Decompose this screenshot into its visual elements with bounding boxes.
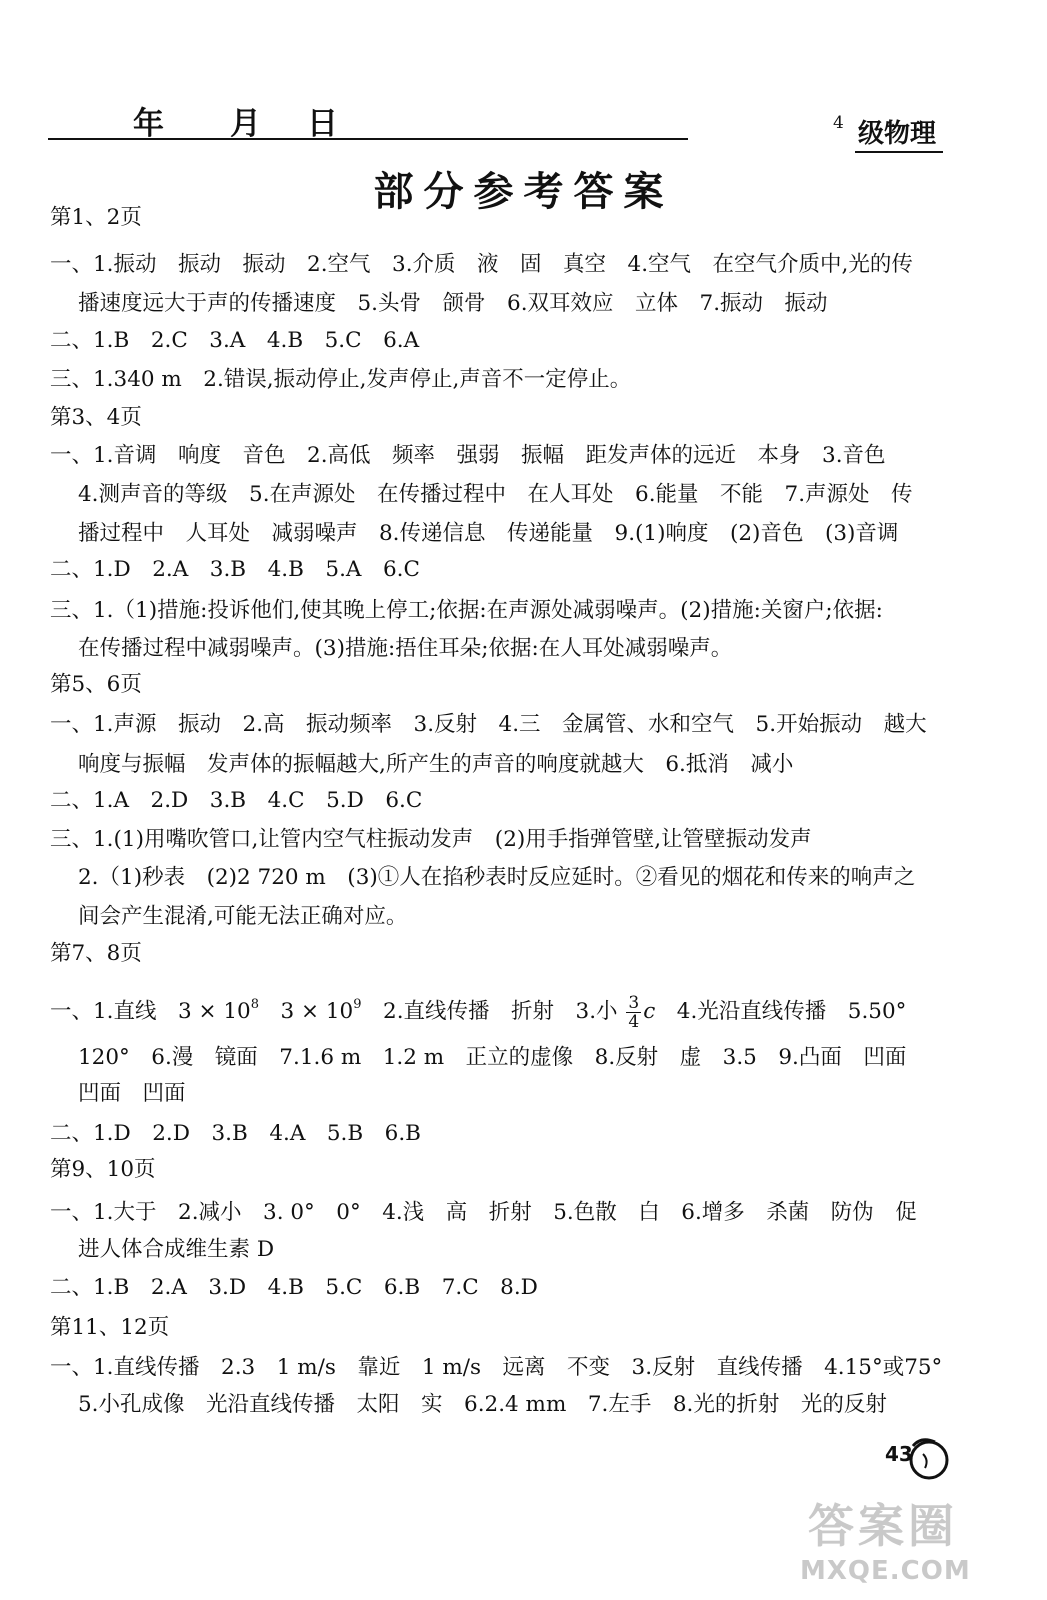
answer-line-formula xyxy=(50,990,906,1031)
answer-line: 二、1.B 2.C 3.A 4.B 5.C 6.A xyxy=(50,328,420,353)
speed-of-light-symbol: c xyxy=(643,999,656,1024)
section-heading: 第9、10页 xyxy=(50,1157,156,1182)
answer-line: 一、1.音调 响度 音色 2.高低 频率 强弱 振幅 距发声体的远近 本身 3.音色 xyxy=(50,443,886,468)
answer-line: 一、1.声源 振动 2.高 振动频率 3.反射 4.三 金属管、水和空气 5.开始振动 越大 xyxy=(50,712,927,737)
answer-line: 一、1.大于 2.减小 3. 0° 0° 4.浅 高 折射 5.色散 白 6.增多 杀菌 防伪 促 xyxy=(50,1200,917,1225)
fraction xyxy=(626,994,641,1031)
grade-subject: 级物理 xyxy=(858,119,937,149)
month-label: 月 xyxy=(230,106,263,142)
fraction-numerator: 3 xyxy=(628,992,640,1013)
answer-line: 播速度远大于声的传播速度 5.头骨 颌骨 6.双耳效应 立体 7.振动 振动 xyxy=(78,291,828,316)
date-header xyxy=(133,98,340,143)
watermark-logo: 答案圈 xyxy=(808,1499,958,1553)
answer-line: 三、1.(1)用嘴吹管口,让管内空气柱振动发声 (2)用手指弹管壁,让管壁振动发声 xyxy=(50,827,812,852)
answer-line: 二、1.B 2.A 3.D 4.B 5.C 6.B 7.C 8.D xyxy=(50,1275,538,1300)
exponent: 8 xyxy=(250,997,260,1012)
formula-text: 4.光沿直线传播 5.50° xyxy=(655,999,907,1024)
answer-line: 5.小孔成像 光沿直线传播 太阳 实 6.2.4 mm 7.左手 8.光的折射 光的反射 xyxy=(78,1392,887,1417)
section-heading: 第1、2页 xyxy=(50,205,142,230)
answer-line: 响度与振幅 发声体的振幅越大,所产生的声音的响度就越大 6.抵消 减小 xyxy=(78,752,794,777)
page-number-badge xyxy=(873,1432,951,1482)
grade-number: 4 xyxy=(833,113,844,133)
grade-rule xyxy=(855,151,943,153)
answer-line: 凹面 凹面 xyxy=(78,1081,186,1106)
year-label: 年 xyxy=(133,106,166,142)
answer-line: 三、1.（1)措施:投诉他们,使其晚上停工;依据:在声源处减弱噪声。(2)措施:关窗户;依据: xyxy=(50,598,883,623)
section-heading: 第7、8页 xyxy=(50,941,142,966)
answer-line: 二、1.D 2.D 3.B 4.A 5.B 6.B xyxy=(50,1121,421,1146)
page-title: 部分参考答案 xyxy=(373,168,674,215)
answer-line: 2.（1)秒表 (2)2 720 m (3)①人在掐秒表时反应延时。②看见的烟花和传来的响声之 xyxy=(78,865,916,890)
exponent: 9 xyxy=(353,997,362,1012)
answer-line: 三、1.340 m 2.错误,振动停止,发声停止,声音不一定停止。 xyxy=(50,367,632,392)
formula-text: 2.直线传播 折射 3.小 xyxy=(361,999,618,1024)
watermark-url: MXQE.COM xyxy=(800,1556,971,1586)
answer-line: 二、1.A 2.D 3.B 4.C 5.D 6.C xyxy=(50,788,423,813)
answer-line: 播过程中 人耳处 减弱噪声 8.传递信息 传递能量 9.(1)响度 (2)音色 (3)音调 xyxy=(78,521,899,546)
formula-text: 一、1.直线 3 × 10 xyxy=(50,999,251,1024)
answer-line: 120° 6.漫 镜面 7.1.6 m 1.2 m 正立的虚像 8.反射 虚 3.5 9.凸面 凹面 xyxy=(78,1045,907,1070)
answer-line: 4.测声音的等级 5.在声源处 在传播过程中 在人耳处 6.能量 不能 7.声源处 传 xyxy=(78,482,913,507)
section-heading: 第11、12页 xyxy=(50,1315,170,1340)
answer-line: 一、1.直线传播 2.3 1 m/s 靠近 1 m/s 远离 不变 3.反射 直线传播 4.15°或75° xyxy=(50,1355,943,1380)
formula-text: 3 × 10 xyxy=(259,999,354,1024)
section-heading: 第5、6页 xyxy=(50,672,142,697)
answer-line: 进人体合成维生素 D xyxy=(78,1237,275,1262)
answer-line: 一、1.振动 振动 振动 2.空气 3.介质 液 固 真空 4.空气 在空气介质中,光的传 xyxy=(50,252,913,277)
page-number: 43 xyxy=(885,1442,913,1466)
fraction-denominator: 4 xyxy=(628,1011,640,1032)
answer-line: 二、1.D 2.A 3.B 4.B 5.A 6.C xyxy=(50,557,420,582)
section-heading: 第3、4页 xyxy=(50,405,142,430)
header-rule xyxy=(48,138,688,140)
answer-line: 间会产生混淆,可能无法正确对应。 xyxy=(78,904,408,929)
day-label: 日 xyxy=(307,106,340,142)
answer-line: 在传播过程中减弱噪声。(3)措施:捂住耳朵;依据:在人耳处减弱噪声。 xyxy=(78,636,733,661)
